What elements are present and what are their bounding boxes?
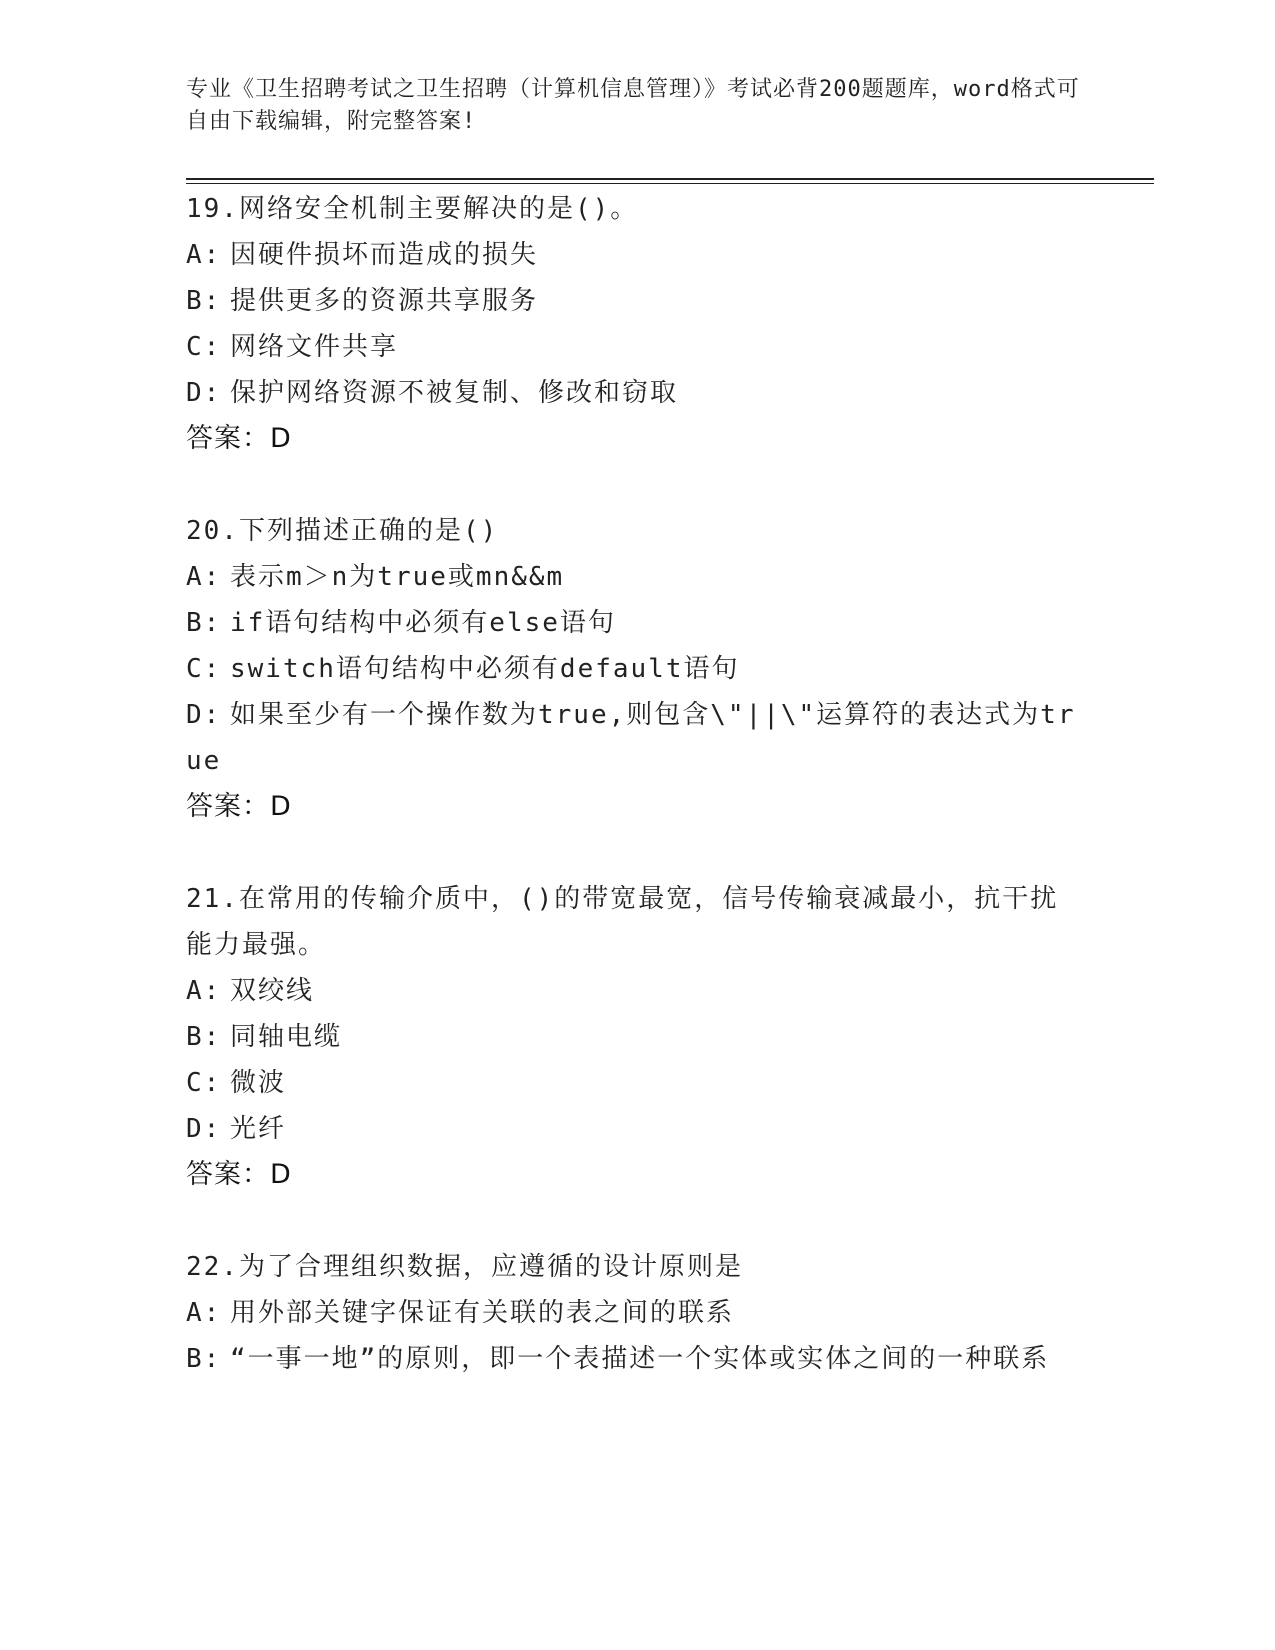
answer-line: 答案：D <box>186 423 292 454</box>
option-a <box>186 554 1086 600</box>
option-text: 双绞线 <box>230 976 315 1006</box>
option-text: 保护网络资源不被复制、修改和窃取 <box>230 378 679 408</box>
option-text: 光纤 <box>230 1114 287 1144</box>
header-divider-thick <box>186 178 1154 180</box>
question-item <box>186 1244 1086 1382</box>
option-c <box>186 324 1086 370</box>
option-label: D: <box>186 1114 222 1144</box>
option-label: A: <box>186 562 222 592</box>
option-a <box>186 1290 1086 1336</box>
option-label: A: <box>186 1298 222 1328</box>
option-label: C: <box>186 654 222 684</box>
question-stem: 22.为了合理组织数据，应遵循的设计原则是 <box>186 1252 743 1282</box>
question-stem: 19.网络安全机制主要解决的是()。 <box>186 194 639 224</box>
question-item <box>186 186 1086 462</box>
option-a <box>186 232 1086 278</box>
option-a <box>186 968 1086 1014</box>
option-label: A: <box>186 240 222 270</box>
option-text: 同轴电缆 <box>230 1022 343 1052</box>
option-label: B: <box>186 608 222 638</box>
answer-line: 答案：D <box>186 1159 292 1190</box>
option-text: if语句结构中必须有else语句 <box>230 608 616 638</box>
question-stem: 20.下列描述正确的是() <box>186 516 499 546</box>
option-text: 网络文件共享 <box>230 332 399 362</box>
question-item <box>186 508 1086 830</box>
option-text: 因硬件损坏而造成的损失 <box>230 240 539 270</box>
option-label: B: <box>186 1022 222 1052</box>
option-d <box>186 692 1086 784</box>
option-label: D: <box>186 700 222 730</box>
option-label: D: <box>186 378 222 408</box>
option-label: A: <box>186 976 222 1006</box>
option-b <box>186 1014 1086 1060</box>
question-list <box>186 186 1086 1428</box>
option-d <box>186 1106 1086 1152</box>
option-label: B: <box>186 286 222 316</box>
option-b <box>186 1336 1086 1382</box>
option-label: B: <box>186 1344 222 1374</box>
option-text: 提供更多的资源共享服务 <box>230 286 539 316</box>
option-c <box>186 1060 1086 1106</box>
option-text: 微波 <box>230 1068 287 1098</box>
option-text: switch语句结构中必须有default语句 <box>230 654 740 684</box>
option-text: 如果至少有一个操作数为true,则包含\"||\"运算符的表达式为true <box>186 700 1076 776</box>
option-c <box>186 646 1086 692</box>
option-d <box>186 370 1086 416</box>
option-label: C: <box>186 332 222 362</box>
question-stem: 21.在常用的传输介质中，()的带宽最宽，信号传输衰减最小，抗干扰能力最强。 <box>186 884 1059 960</box>
option-b <box>186 600 1086 646</box>
option-text: 表示m＞n为true或mn&&m <box>230 562 565 592</box>
header-note: 专业《卫生招聘考试之卫生招聘（计算机信息管理）》考试必背200题题库，word格式可自由下载编辑，附完整答案! <box>186 77 1080 134</box>
option-text: 用外部关键字保证有关联的表之间的联系 <box>230 1298 735 1328</box>
header-divider-thin <box>186 183 1154 184</box>
option-b <box>186 278 1086 324</box>
question-item <box>186 876 1086 1198</box>
option-label: C: <box>186 1068 222 1098</box>
option-text: “一事一地”的原则，即一个表描述一个实体或实体之间的一种联系 <box>230 1344 1050 1374</box>
answer-line: 答案：D <box>186 791 292 822</box>
